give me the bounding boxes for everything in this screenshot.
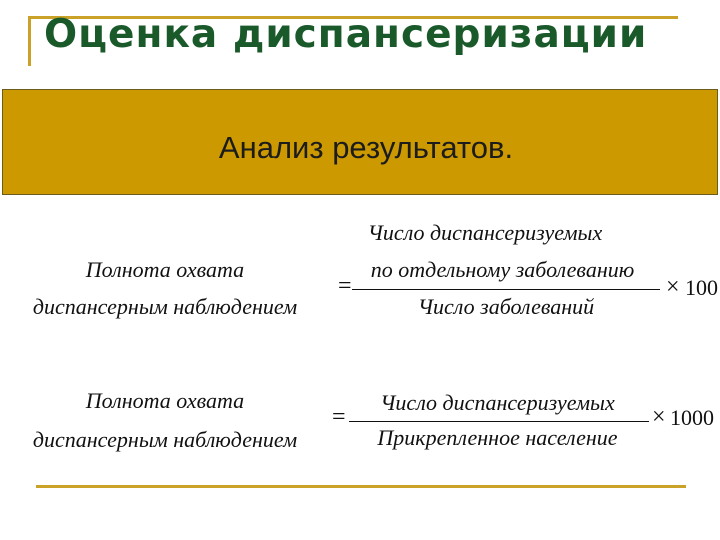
slide-title: Оценка диспансеризации (44, 12, 648, 57)
formula1-times-sign: × (666, 274, 680, 300)
formula1-lhs-line2: диспансерным наблюдением (32, 294, 298, 319)
formula1-lhs-line1: Полнота охвата (85, 257, 245, 282)
formula1-denominator: Число заболеваний (417, 294, 595, 319)
bottom-accent-rule (36, 485, 686, 488)
formula2-times-sign: × (652, 404, 666, 430)
title-frame-left-rule (28, 16, 31, 66)
formula1-multiplier: 100 (685, 275, 718, 300)
formula2-multiplier: 1000 (670, 405, 714, 430)
formula2-equals: = (332, 404, 346, 430)
formula2-lhs-line1: Полнота охвата (85, 388, 245, 413)
banner-text: Анализ результатов. (218, 130, 514, 165)
formula2-fraction-line (349, 421, 649, 422)
formula1-fraction-line (352, 289, 660, 290)
formula2-numerator: Число диспансеризуемых (380, 390, 615, 415)
formula2-lhs-line2: диспансерным наблюдением (32, 427, 298, 452)
formula1-numerator-line1: Число диспансеризуемых (367, 220, 603, 245)
formula1-numerator-line2: по отдельному заболеванию (370, 257, 635, 282)
formula1-equals: = (338, 273, 352, 299)
formula2-denominator: Прикрепленное население (377, 425, 618, 450)
